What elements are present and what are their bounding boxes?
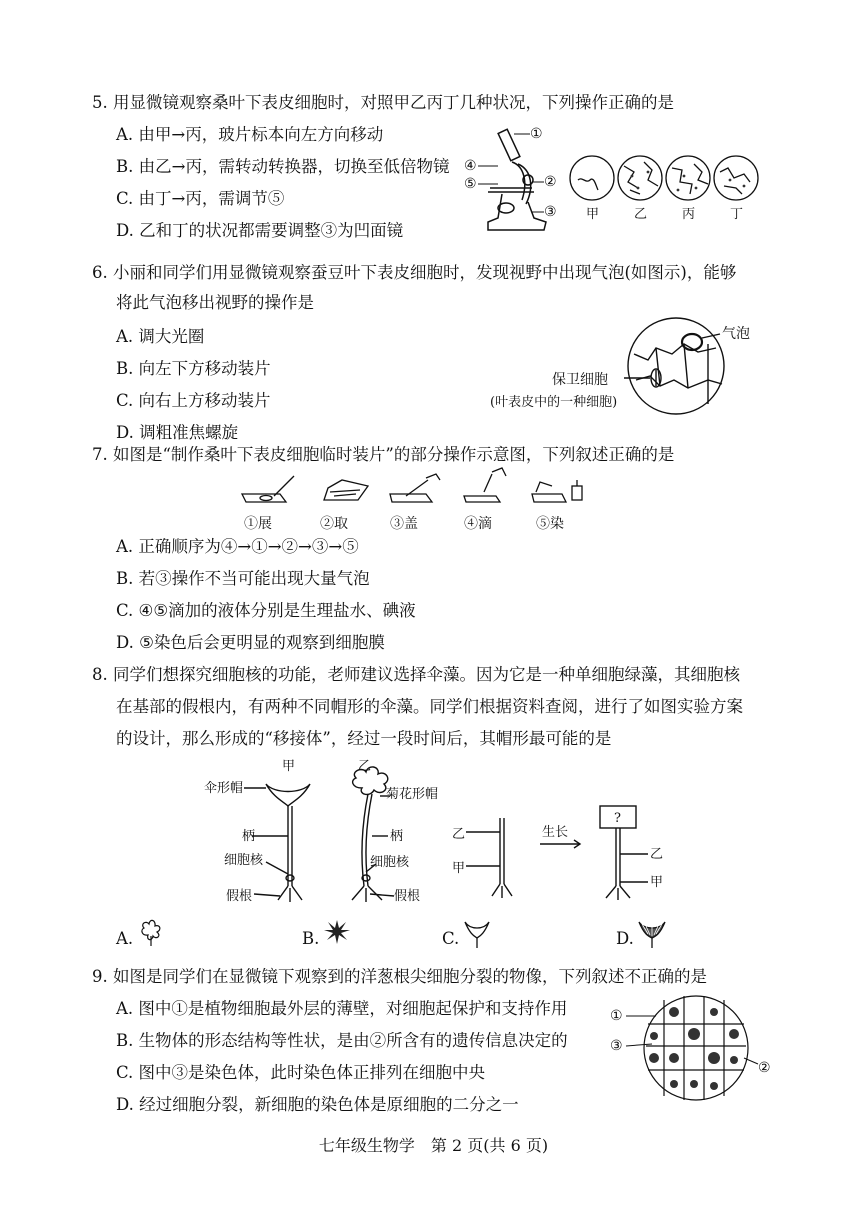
q8-stem-line1: 8. 同学们想探究细胞核的功能，老师建议选择伞藻。因为它是一种单细胞绿藻，其细胞核 [92, 665, 740, 684]
q8-result-label-yi: 乙 [650, 847, 664, 862]
q8-rhizoid-label-jia: 假根 [226, 889, 253, 904]
view-label-ding: 丁 [730, 207, 744, 222]
q8-choice-a: A. [116, 929, 134, 948]
q6-guard-cell-note: (叶表皮中的一种细胞) [490, 395, 618, 410]
q5-mic-label-3: ③ [544, 204, 557, 220]
q8-choice-a-cap-icon [136, 918, 166, 948]
q6-bubble-label: 气泡 [722, 326, 750, 342]
q8-stalk-label-yi: 柄 [390, 829, 404, 844]
q9-stem: 9. 如图是同学们在显微镜下观察到的洋葱根尖细胞分裂的物像，下列叙述不正确的是 [92, 967, 707, 986]
q7-option-a: A. 正确顺序为④→①→②→③→⑤ [116, 537, 359, 556]
view-bing [666, 156, 710, 200]
q7-option-b: B. 若③操作不当可能出现大量气泡 [116, 569, 370, 588]
q8-grow-label: 生长 [542, 825, 569, 840]
q6-bubble-figure [488, 314, 778, 414]
q9-label-3: ③ [610, 1038, 623, 1054]
q9-option-c: C. 图中③是染色体，此时染色体正排列在细胞中央 [116, 1063, 486, 1082]
q8-label-jia-top: 甲 [282, 759, 296, 774]
q8-acetabularia-figure [204, 754, 684, 914]
q8-nucleus-label-jia: 细胞核 [224, 853, 264, 868]
q8-chrysanthemum-cap-label: 菊花形帽 [386, 787, 439, 802]
q6-option-a: A. 调大光圈 [116, 327, 205, 346]
q5-option-a: A. 由甲→丙，玻片标本向左方向移动 [116, 125, 384, 144]
q8-stem-line2: 在基部的假根内，有两种不同帽形的伞藻。同学们根据资料查阅，进行了如图实验方案 [116, 697, 743, 716]
q5-mic-label-5: ⑤ [464, 176, 477, 192]
q8-umbrella-cap-label: 伞形帽 [204, 781, 244, 796]
q9-option-d: D. 经过细胞分裂，新细胞的染色体是原细胞的二分之一 [116, 1095, 519, 1114]
q8-stem-line3: 的设计，那么形成的“移接体”，经过一段时间后，其帽形最可能的是 [116, 729, 612, 748]
q8-stalk-label-jia: 柄 [242, 829, 256, 844]
q8-choice-c-cap-icon [462, 916, 492, 950]
q7-stem: 7. 如图是“制作桑叶下表皮细胞临时装片”的部分操作示意图，下列叙述正确的是 [92, 445, 675, 464]
q7-step-4: ④滴 [464, 516, 492, 532]
q8-label-yi-top: 乙 [358, 759, 372, 774]
q7-option-d: D. ⑤染色后会更明显的观察到细胞膜 [116, 633, 385, 652]
q7-step-1: ①展 [244, 516, 272, 532]
q8-rhizoid-label-yi: 假根 [394, 889, 421, 904]
q7-step-3: ③盖 [390, 516, 418, 532]
q5-mic-label-2: ② [544, 174, 557, 190]
q7-steps-figure [240, 466, 590, 536]
q5-option-c: C. 由丁→丙，需调节⑤ [116, 189, 285, 208]
view-label-jia: 甲 [586, 207, 600, 222]
q5-microscope-figure [462, 122, 572, 242]
q8-graft-label-yi: 乙 [452, 827, 466, 842]
view-jia [570, 156, 614, 200]
view-label-yi: 乙 [634, 207, 648, 222]
q9-option-b: B. 生物体的形态结构等性状，是由②所含有的遗传信息决定的 [116, 1031, 568, 1050]
q8-choice-c: C. [442, 929, 460, 948]
q8-graft-label-jia: 甲 [452, 861, 466, 876]
q5-option-d: D. 乙和丁的状况都需要调整③为凹面镜 [116, 221, 404, 240]
q5-stem: 5. 用显微镜观察桑叶下表皮细胞时，对照甲乙丙丁几种状况，下列操作正确的是 [92, 93, 674, 112]
q9-root-tip-figure [608, 994, 778, 1104]
q9-option-a: A. 图中①是植物细胞最外层的薄壁，对细胞起保护和支持作用 [116, 999, 568, 1018]
q5-option-b: B. 由乙→丙，需转动转换器，切换至低倍物镜 [116, 157, 450, 176]
q7-option-c: C. ④⑤滴加的液体分别是生理盐水、碘液 [116, 601, 416, 620]
q6-stem-line2: 将此气泡移出视野的操作是 [116, 293, 314, 312]
q8-choice-b: B. [302, 929, 320, 948]
q6-option-c: C. 向右上方移动装片 [116, 391, 271, 410]
page-footer: 七年级生物学 第 2 页(共 6 页) [318, 1136, 549, 1155]
q7-step-2: ②取 [320, 516, 348, 532]
q8-question-mark: ? [614, 811, 621, 826]
q6-guard-cell-label: 保卫细胞 [552, 372, 608, 388]
q9-label-2: ② [758, 1060, 771, 1076]
q6-option-b: B. 向左下方移动装片 [116, 359, 271, 378]
q5-mic-label-1: ① [530, 126, 543, 142]
q6-stem-line1: 6. 小丽和同学们用显微镜观察蚕豆叶下表皮细胞时，发现视野中出现气泡(如图示)，能够 [92, 263, 737, 282]
q8-choice-d-cap-icon [636, 916, 668, 950]
q8-choice-d: D. [616, 929, 634, 948]
view-label-bing: 丙 [682, 207, 696, 222]
q7-step-5: ⑤染 [536, 516, 564, 532]
q8-choice-b-cap-icon [322, 916, 352, 946]
q9-label-1: ① [610, 1008, 623, 1024]
q5-fields-of-view [568, 150, 768, 230]
q6-option-d: D. 调粗准焦螺旋 [116, 423, 239, 442]
q5-mic-label-4: ④ [464, 158, 477, 174]
view-ding [714, 156, 758, 200]
q8-result-label-jia: 甲 [650, 875, 664, 890]
q8-nucleus-label-yi: 细胞核 [370, 855, 410, 870]
